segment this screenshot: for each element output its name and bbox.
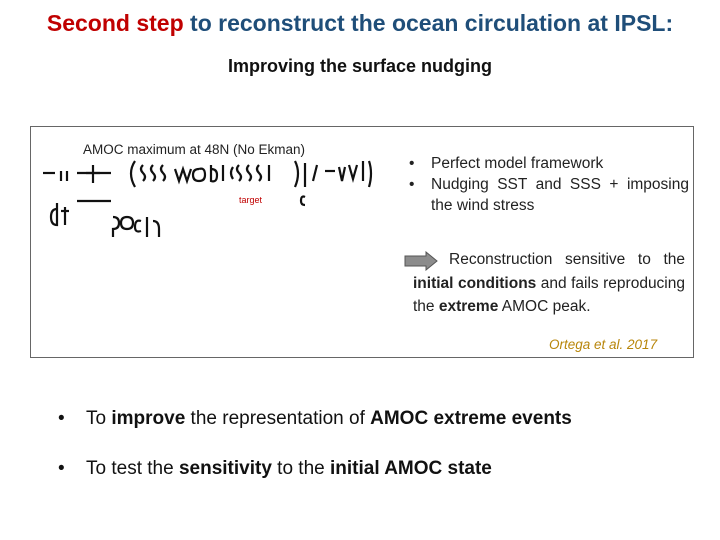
equation-image <box>43 147 373 277</box>
bullet-icon: • <box>58 458 65 479</box>
reconstruction-text <box>413 248 685 319</box>
recon-pre: Reconstruction sensitive to the <box>449 251 685 268</box>
content-panel <box>30 126 694 358</box>
list-item <box>407 153 689 174</box>
goal-bold-2: initial AMOC state <box>330 458 492 479</box>
goal-text <box>86 458 492 508</box>
title-rest: to reconstruct the ocean circulation at IPSL: <box>183 10 674 36</box>
slide-title <box>0 10 720 37</box>
list-item <box>58 458 572 508</box>
recon-mid: and fails reproducing the <box>413 274 685 315</box>
framework-bullets <box>407 153 689 216</box>
bullet-icon: • <box>409 176 415 193</box>
goal-bold-1: sensitivity <box>178 458 272 479</box>
goal-mid: the representation of <box>185 408 371 429</box>
goal-pre: To <box>86 408 112 429</box>
reference-citation: Ortega et al. 2017 <box>549 337 658 352</box>
figure-small-label: target <box>239 195 263 205</box>
goal-pre: To test the <box>86 458 179 479</box>
figure-caption: AMOC maximum at 48N (No Ekman) <box>83 142 306 157</box>
title-highlight: Second step <box>46 10 184 36</box>
goal-bold-2: AMOC extreme events <box>370 408 572 429</box>
goals-list <box>58 408 572 508</box>
bullet-text: Perfect model framework <box>431 155 604 172</box>
recon-initial-conditions: initial conditions <box>413 274 537 292</box>
bullet-text: Nudging SST and SSS + imposing the wind stress <box>431 176 689 214</box>
list-item <box>407 174 689 216</box>
goal-bold-1: improve <box>111 408 186 429</box>
list-item <box>58 408 572 458</box>
recon-extreme: extreme <box>438 298 499 315</box>
goal-mid: to the <box>271 458 330 479</box>
bullet-icon: • <box>409 155 415 172</box>
bullet-icon: • <box>58 408 65 429</box>
recon-post: AMOC peak. <box>498 298 591 315</box>
goal-text <box>86 408 572 458</box>
slide-subtitle: Improving the surface nudging <box>227 56 492 76</box>
